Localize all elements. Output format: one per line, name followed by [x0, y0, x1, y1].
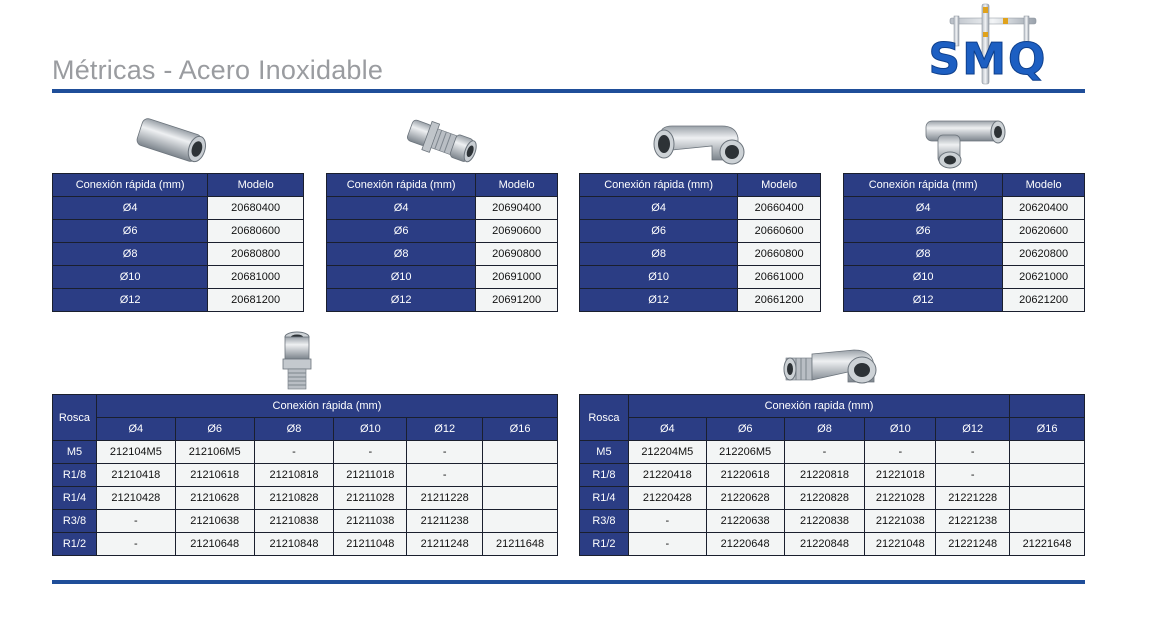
table-cell: R1/2 — [53, 533, 97, 556]
male-elbow-table — [579, 394, 1085, 556]
table-cell — [483, 464, 558, 487]
column-header-connection: Conexión rápida (mm) — [53, 174, 208, 197]
table-cell: Ø12 — [53, 289, 208, 312]
table-cell: 21220418 — [628, 464, 706, 487]
table-cell: 20691000 — [476, 266, 558, 289]
table-row — [53, 289, 304, 312]
table-cell: 21210428 — [96, 487, 175, 510]
table-cell: - — [936, 441, 1010, 464]
top-divider — [52, 89, 1085, 93]
table-cell: - — [407, 441, 483, 464]
table-cell: 20621000 — [1003, 266, 1085, 289]
table-row — [580, 266, 821, 289]
table-row — [844, 266, 1085, 289]
table-cell: 21220638 — [706, 510, 784, 533]
table-cell: 20681200 — [208, 289, 304, 312]
table-row — [844, 197, 1085, 220]
table-row — [53, 533, 558, 556]
logo-text: SMQ — [928, 34, 1048, 85]
table-cell: 21210638 — [175, 510, 254, 533]
table-cell: 21210818 — [254, 464, 334, 487]
table-row — [327, 220, 558, 243]
column-header-model: Modelo — [208, 174, 304, 197]
table-row — [53, 510, 558, 533]
table-cell: - — [96, 533, 175, 556]
table-cell: - — [784, 441, 865, 464]
table-row — [327, 243, 558, 266]
table-row — [844, 243, 1085, 266]
table-cell: 21211238 — [407, 510, 483, 533]
table-cell: 20620800 — [1003, 243, 1085, 266]
column-header-connection: Conexión rápida (mm) — [327, 174, 476, 197]
table-cell: - — [334, 441, 407, 464]
size-header: Ø4 — [628, 418, 706, 441]
table-cell: 20620400 — [1003, 197, 1085, 220]
male-elbow-fitting-image — [782, 342, 882, 390]
size-header: Ø12 — [407, 418, 483, 441]
table-cell: 20661000 — [738, 266, 821, 289]
table-row — [53, 487, 558, 510]
table-cell: 21220828 — [784, 487, 865, 510]
table-cell: M5 — [53, 441, 97, 464]
group-header-connection: Conexión rapida (mm) — [628, 395, 1009, 418]
table-cell: Ø6 — [53, 220, 208, 243]
column-header-model: Modelo — [1003, 174, 1085, 197]
table-row — [580, 197, 821, 220]
group-header-empty — [1010, 395, 1085, 418]
table-cell: Ø10 — [580, 266, 738, 289]
column-header-connection: Conexión rápida (mm) — [844, 174, 1003, 197]
table-cell: Ø10 — [844, 266, 1003, 289]
table-cell: 20690800 — [476, 243, 558, 266]
table-cell — [483, 487, 558, 510]
column-header-thread: Rosca — [53, 395, 97, 441]
table-row — [580, 510, 1085, 533]
table-cell: Ø10 — [327, 266, 476, 289]
table-cell: Ø6 — [580, 220, 738, 243]
table-row — [327, 197, 558, 220]
table-cell: 21221238 — [936, 510, 1010, 533]
straight-union-fitting-image — [128, 112, 210, 170]
table-row — [327, 289, 558, 312]
size-header: Ø4 — [96, 418, 175, 441]
table-cell: - — [96, 510, 175, 533]
table-cell: 212206M5 — [706, 441, 784, 464]
table-cell: - — [628, 533, 706, 556]
table-cell: 21220838 — [784, 510, 865, 533]
size-header: Ø12 — [936, 418, 1010, 441]
table-cell: 20680600 — [208, 220, 304, 243]
table-cell — [483, 510, 558, 533]
table-cell: 212104M5 — [96, 441, 175, 464]
table-cell — [1010, 441, 1085, 464]
table-cell: 212106M5 — [175, 441, 254, 464]
table-cell: Ø8 — [844, 243, 1003, 266]
table-row — [53, 266, 304, 289]
table-row — [580, 243, 821, 266]
table-cell: 212204M5 — [628, 441, 706, 464]
table-cell: 21211018 — [334, 464, 407, 487]
table-cell: 21220848 — [784, 533, 865, 556]
table-cell: 20690600 — [476, 220, 558, 243]
table-cell: 21210628 — [175, 487, 254, 510]
table-cell: Ø8 — [580, 243, 738, 266]
table-cell: R1/4 — [580, 487, 629, 510]
table-cell: 21210648 — [175, 533, 254, 556]
group-header-connection: Conexión rápida (mm) — [96, 395, 557, 418]
smq-logo — [928, 2, 1048, 88]
size-header: Ø16 — [1010, 418, 1085, 441]
column-header-connection: Conexión rápida (mm) — [580, 174, 738, 197]
table-cell: 20661200 — [738, 289, 821, 312]
table-cell: 21221248 — [936, 533, 1010, 556]
table-cell: Ø10 — [53, 266, 208, 289]
table-cell: M5 — [580, 441, 629, 464]
union-elbow-fitting-image — [652, 120, 748, 168]
table-cell: 20620600 — [1003, 220, 1085, 243]
table-cell: - — [407, 464, 483, 487]
male-connector-fitting-image — [280, 330, 314, 392]
bulkhead-union-fitting-image — [402, 112, 482, 170]
table-row — [53, 220, 304, 243]
table-cell: 20690400 — [476, 197, 558, 220]
table-cell: 21210828 — [254, 487, 334, 510]
size-header: Ø8 — [254, 418, 334, 441]
table-cell: 21220648 — [706, 533, 784, 556]
table-cell — [1010, 464, 1085, 487]
table-cell: 21220618 — [706, 464, 784, 487]
table-cell: 21220628 — [706, 487, 784, 510]
table-cell: 20660800 — [738, 243, 821, 266]
table-cell: - — [628, 510, 706, 533]
table-cell: R1/8 — [53, 464, 97, 487]
table-cell: Ø12 — [844, 289, 1003, 312]
table-cell: R1/4 — [53, 487, 97, 510]
table-cell: Ø4 — [844, 197, 1003, 220]
table-cell: 21210848 — [254, 533, 334, 556]
table-row — [580, 487, 1085, 510]
table-cell: Ø6 — [327, 220, 476, 243]
table-cell: Ø4 — [580, 197, 738, 220]
table-cell: Ø12 — [327, 289, 476, 312]
table-cell: 20621200 — [1003, 289, 1085, 312]
table-row — [844, 220, 1085, 243]
table-row — [580, 464, 1085, 487]
table-cell — [483, 441, 558, 464]
table-cell: Ø12 — [580, 289, 738, 312]
size-header: Ø16 — [483, 418, 558, 441]
table-row — [844, 289, 1085, 312]
table-cell: 21221228 — [936, 487, 1010, 510]
table-cell: 21211038 — [334, 510, 407, 533]
table-cell: 20680800 — [208, 243, 304, 266]
table-row — [53, 441, 558, 464]
table-cell: - — [865, 441, 936, 464]
column-header-thread: Rosca — [580, 395, 629, 441]
straight-union-table — [52, 173, 304, 312]
size-header: Ø8 — [784, 418, 865, 441]
table-cell: 21221038 — [865, 510, 936, 533]
union-tee-table — [843, 173, 1085, 312]
size-header: Ø10 — [865, 418, 936, 441]
table-cell: 21211648 — [483, 533, 558, 556]
table-cell: 21211228 — [407, 487, 483, 510]
size-header: Ø6 — [706, 418, 784, 441]
table-row — [580, 220, 821, 243]
table-cell: 21221018 — [865, 464, 936, 487]
table-cell — [1010, 510, 1085, 533]
table-cell: - — [936, 464, 1010, 487]
page-title: Métricas - Acero Inoxidable — [52, 55, 384, 85]
table-cell: 21220818 — [784, 464, 865, 487]
table-cell: R3/8 — [580, 510, 629, 533]
table-cell: 20660600 — [738, 220, 821, 243]
table-cell: 21221048 — [865, 533, 936, 556]
table-cell: 21211048 — [334, 533, 407, 556]
union-elbow-table — [579, 173, 821, 312]
table-cell: 21210838 — [254, 510, 334, 533]
table-cell: 20681000 — [208, 266, 304, 289]
table-cell: R1/2 — [580, 533, 629, 556]
bulkhead-union-table — [326, 173, 558, 312]
table-row — [580, 441, 1085, 464]
table-cell: 21221028 — [865, 487, 936, 510]
column-header-model: Modelo — [476, 174, 558, 197]
table-cell: R1/8 — [580, 464, 629, 487]
size-header: Ø10 — [334, 418, 407, 441]
table-cell: 21211028 — [334, 487, 407, 510]
table-cell: 21221648 — [1010, 533, 1085, 556]
size-header: Ø6 — [175, 418, 254, 441]
table-row — [327, 266, 558, 289]
column-header-model: Modelo — [738, 174, 821, 197]
table-cell: Ø8 — [327, 243, 476, 266]
table-cell: Ø8 — [53, 243, 208, 266]
table-cell: 20660400 — [738, 197, 821, 220]
table-cell: Ø4 — [327, 197, 476, 220]
table-cell: 21220428 — [628, 487, 706, 510]
table-cell: 21210418 — [96, 464, 175, 487]
table-cell: Ø4 — [53, 197, 208, 220]
table-cell: R3/8 — [53, 510, 97, 533]
table-cell: - — [254, 441, 334, 464]
table-cell: 20680400 — [208, 197, 304, 220]
table-row — [53, 243, 304, 266]
table-row — [53, 197, 304, 220]
table-cell: Ø6 — [844, 220, 1003, 243]
bottom-divider — [52, 580, 1085, 584]
table-cell: 21211248 — [407, 533, 483, 556]
table-row — [53, 464, 558, 487]
table-cell: 21210618 — [175, 464, 254, 487]
union-tee-fitting-image — [920, 115, 1010, 170]
table-cell: 20691200 — [476, 289, 558, 312]
table-row — [580, 533, 1085, 556]
male-connector-table — [52, 394, 558, 556]
table-cell — [1010, 487, 1085, 510]
table-row — [580, 289, 821, 312]
